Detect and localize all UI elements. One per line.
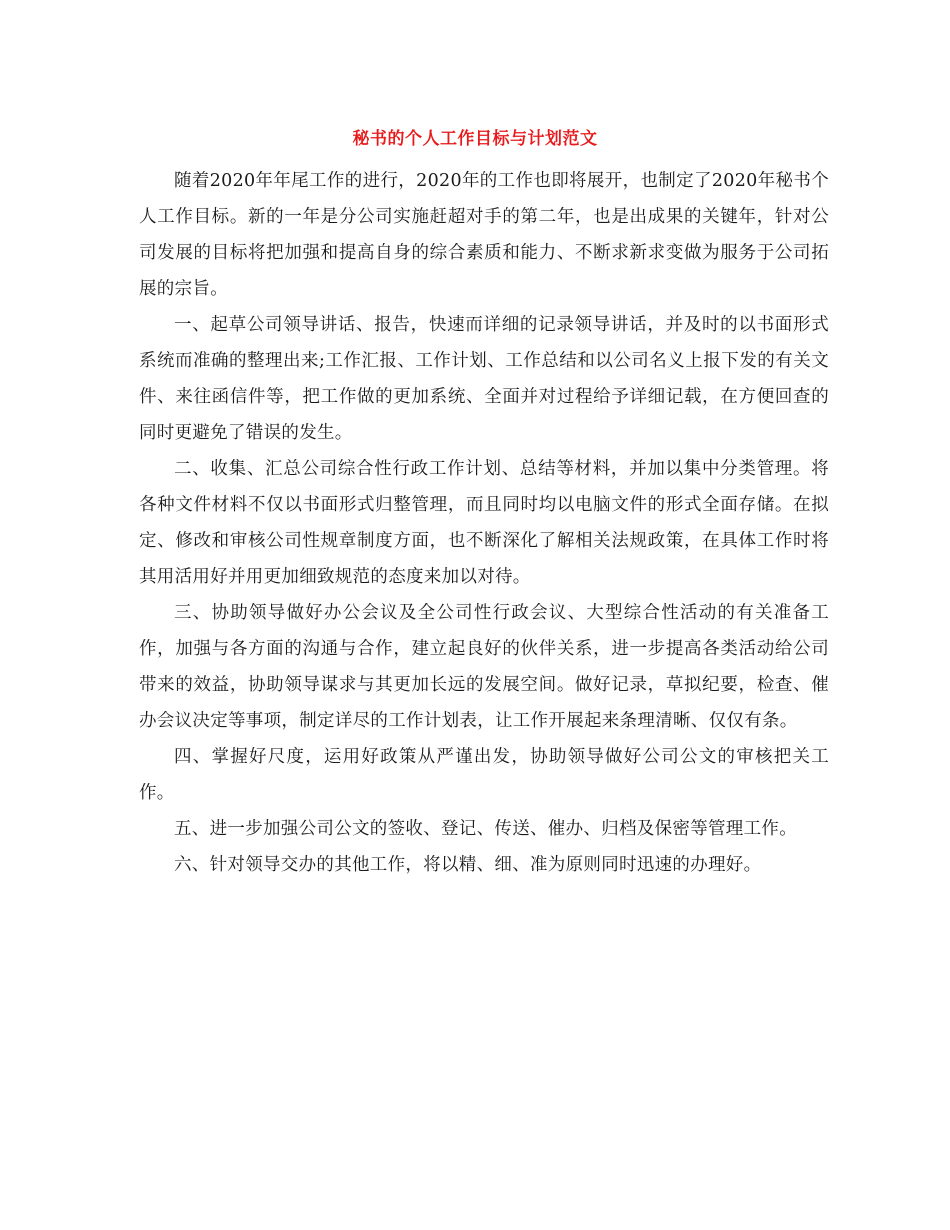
paragraph-item-1: 一、起草公司领导讲话、报告，快速而详细的记录领导讲话，并及时的以书面形式系统而准确的整理出来;工作汇报、工作计划、工作总结和以公司名义上报下发的有关文件、来往函信件等，把工作做的更加系统、全面并对过程给予详细记载，在方便回查的同时更避免了错误的发生。: [139, 315, 829, 443]
paragraph-intro: 随着2020年年尾工作的进行，2020年的工作也即将展开，也制定了2020年秘书个人工作目标。新的一年是分公司实施赶超对手的第二年，也是出成果的关键年，针对公司发展的目标将把加强和提高自身的综合素质和能力、不断求新求变做为服务于公司拓展的宗旨。: [139, 171, 829, 299]
paragraph-item-4: 四、掌握好尺度，运用好政策从严谨出发，协助领导做好公司公文的审核把关工作。: [139, 747, 829, 803]
document-title: 秘书的个人工作目标与计划范文: [352, 129, 598, 149]
document-body: [139, 163, 829, 883]
paragraph-item-2: 二、收集、汇总公司综合性行政工作计划、总结等材料，并加以集中分类管理。将各种文件材料不仅以书面形式归整管理，而且同时均以电脑文件的形式全面存储。在拟定、修改和审核公司性规章制度方面，也不断深化了解相关法规政策，在具体工作时将其用活用好并用更加细致规范的态度来加以对待。: [139, 459, 829, 587]
paragraph-item-3: 三、协助领导做好办公会议及全公司性行政会议、大型综合性活动的有关准备工作，加强与各方面的沟通与合作，建立起良好的伙伴关系，进一步提高各类活动给公司带来的效益，协助领导谋求与其更加长远的发展空间。做好记录，草拟纪要，检查、催办会议决定等事项，制定详尽的工作计划表，让工作开展起来条理清晰、仅仅有条。: [139, 603, 829, 731]
paragraph-item-5: 五、进一步加强公司公文的签收、登记、传送、催办、归档及保密等管理工作。: [174, 819, 797, 839]
paragraph-item-6: 六、针对领导交办的其他工作，将以精、细、准为原则同时迅速的办理好。: [174, 855, 762, 875]
